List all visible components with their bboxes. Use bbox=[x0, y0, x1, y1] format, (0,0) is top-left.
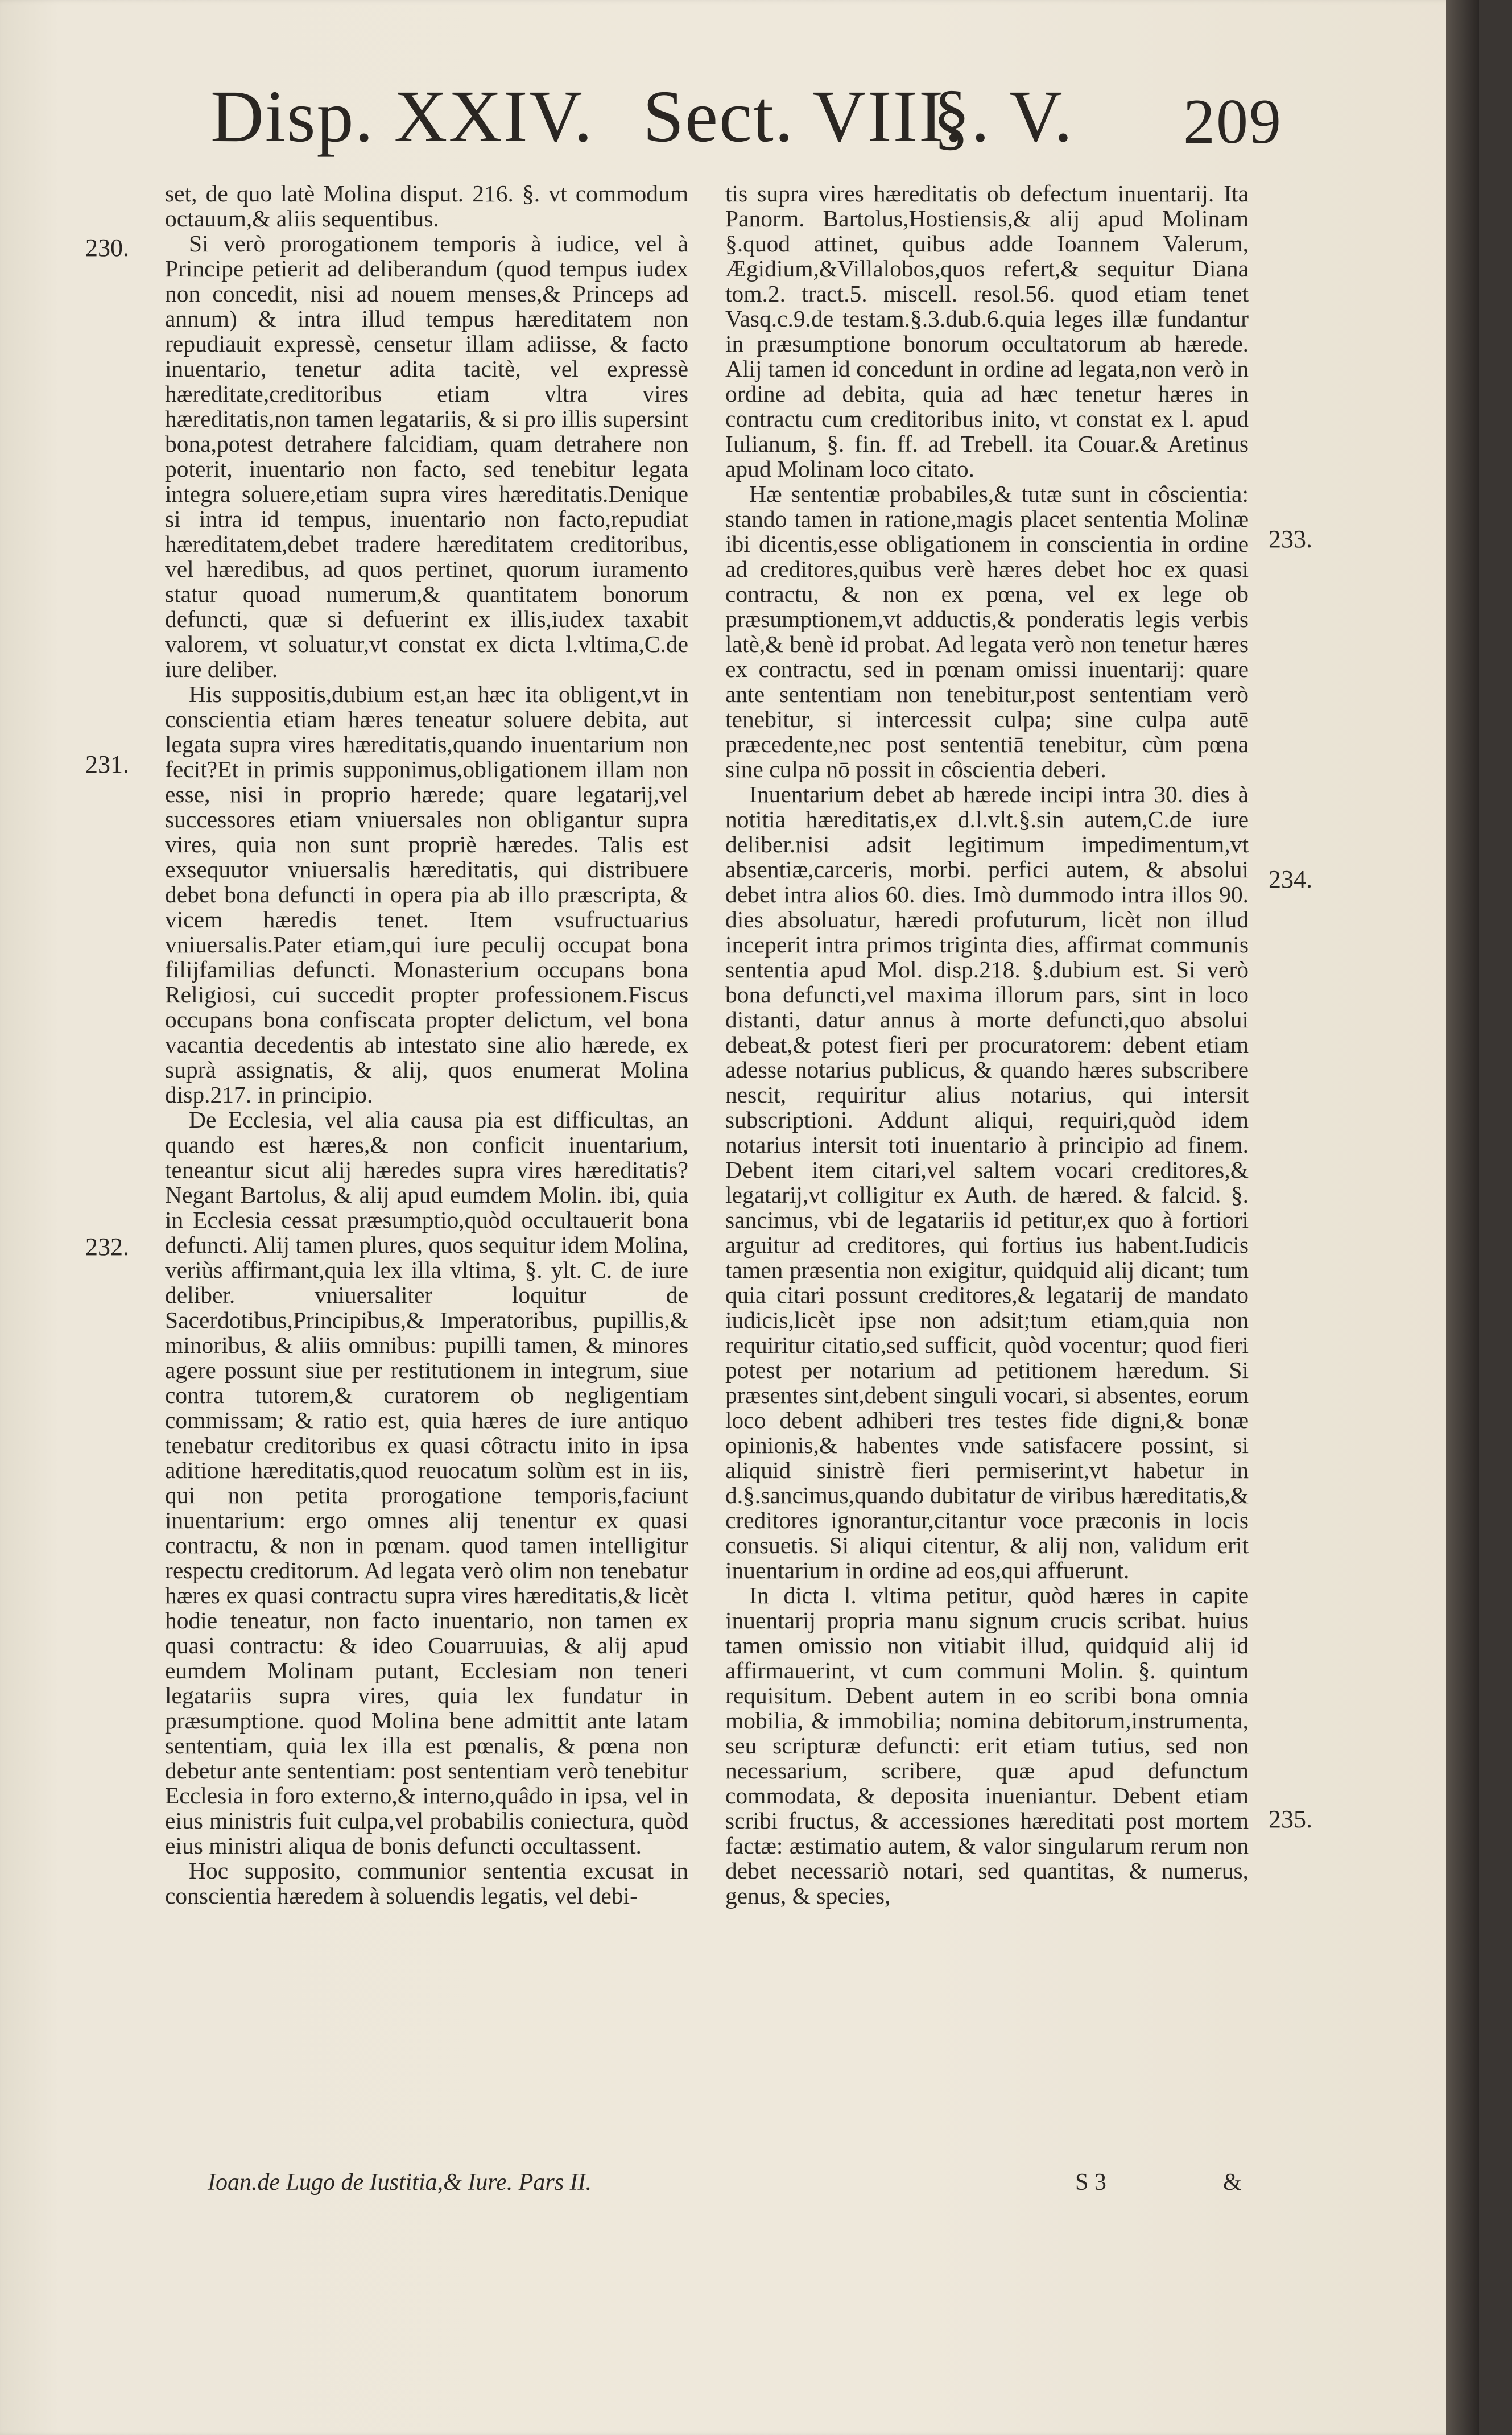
signature-mark: S 3 bbox=[1075, 2169, 1106, 2195]
paragraph: Inuentarium debet ab hærede incipi intra 30. dies à notitia hæreditatis,ex d.l.vlt.§.sin autem,C.de iure deliber.nisi adsit legitimum impedimentum,vt absentiæ,carceris, morbi. perfici autem, & absolui debet intra alios 60. dies. Imò dummodo intra illos 90. dies absoluatur, hæredi profuturum, licèt non illud inceperit intra primos triginta dies, affirmat communis sententia apud Mol. disp.218. §.dubium est. Si verò bona defuncti,vel maxima illorum pars, sint in loco distanti, datur annus à morte defuncti,quo absolui debeat,& potest fieri per procuratorem: debent etiam adesse notarius publicus, & quando hæres subscribere nescit, requiritur alius notarius, qui intersit subscriptioni. Addunt aliqui, requiri,quòd idem notarius intersit toti inuentario à principio ad finem. Debent item citari,vel saltem vocari creditores,& legatarij,vt colligitur ex Auth. de hæred. & falcid. §. sancimus, vbi de legatariis id petitur,ex quo à fortiori arguitur ad creditores, qui fortius ius habent.Iudicis tamen præsentia non exigitur, quidquid alij dicant; tum quia citari possunt creditores,& legatarij de mandato iudicis,licèt ipse non adsit;tum etiam,quia non requiritur citatio,sed sufficit, quòd vocentur; quod fieri potest per notarium ad petitionem hæredum. Si præsentes sint,debent singuli vocari, si absentes, eorum loco debent adhiberi tres testes fide digni,& bonæ opinionis,& habentes vnde satisfacere possint, si aliquid sinistrè fieri permiserint,vt habetur in d.§.sancimus,quando dubitatur de viribus hæreditatis,& creditores ignorantur,citantur voce præconis in locis consuetis. Si aliqui citentur, & alij non, validum erit inuentarium in ordine ad eos,qui affuerunt. bbox=[725, 781, 1249, 1583]
paragraph: De Ecclesia, vel alia causa pia est difficultas, an quando est hæres,& non conficit inuentarium, teneantur sicut alij hæredes supra vires hæreditatis? Negant Bartolus, & alij apud eumdem Molin. ibi, quia in Ecclesia cessat præsumptio,quòd occultauerit bona defuncti. Alij tamen plures, quos sequitur idem Molina, veriùs affirmant,quia lex illa vltima, §. ylt. C. de iure deliber. vniuersaliter loquitur de Sacerdotibus,Principibus,& Imperatoribus, pupillis,& minoribus, & aliis omnibus: pupilli tamen, & minores agere possunt siue per restitutionem in integrum, siue contra tutorem,& curatorem ob negligentiam commissam; & ratio est, quia hæres de iure antiquo tenebatur creditoribus ex quasi côtractu inito in ipsa aditione hæreditatis,quod reuocatum solùm est in iis, qui non petita prorogatione temporis,faciunt inuentarium: ergo omnes alij tenentur ex quasi contractu, & non in pœnam. quod tamen intelligitur respectu creditorum. Ad legata verò olim non tenebatur hæres ex quasi contractu supra vires hæreditatis,& licèt hodie teneatur, non facto inuentario, non tamen ex quasi contractu: & ideo Couarruuias, & alij apud eumdem Molinam putant, Ecclesiam non teneri legatariis supra vires, quia lex fundatur in præsumptione. quod Molina bene admittit ante latam sententiam, quia lex illa est pœnalis, & pœna non debetur ante sententiam: post sententiam verò tenebitur Ecclesia in foro externo,& interno,quâdo in ipsa, vel in eius ministris fuit culpa,vel probabilis coniectura, quòd eius ministri aliqua de bonis defuncti occultassent. bbox=[165, 1107, 688, 1859]
paragraph: In dicta l. vltima petitur, quòd hæres in capite inuentarij propria manu signum crucis scribat. huius tamen omissio non vitiabit illud, quidquid alij id affirmauerint, vt cum communi Molin. §. quintum requisitum. Debent autem in eo scribi bona omnia mobilia, & immobilia; nomina debitorum,instrumenta, seu scripturæ defuncti: erit etiam tutius, sed non necessarium, scribere, quæ apud defunctum commodata, & deposita inueniantur. Debent etiam scribi fructus, & accessiones hæreditati post mortem factæ: æstimatio autem, & valor singularum rerum non debet necessariò notari, sed quantitas, & numerus, genus, & species, bbox=[725, 1582, 1249, 1909]
paragraph: His suppositis,dubium est,an hæc ita obligent,vt in conscientia etiam hæres teneatur soluere debita, aut legata supra vires hæreditatis,quando inuentarium non fecit?Et in primis supponimus,obligationem illam non esse, nisi in proprio hærede; quare legatarij,vel successores etiam vniuersales non obligantur supra vires, quia non sunt propriè hæredes. Talis est exsequutor vniuersalis hæreditatis, qui distribuere debet bona defuncti in opera pia ab illo præscripta, & vicem hæredis tenet. Item vsufructuarius vniuersalis.Pater etiam,qui iure peculij occupat bona filijfamilias defuncti. Monasterium occupans bona Religiosi, cui succedit propter professionem.Fiscus occupans bona confiscata propter delictum, vel bona vacantia decedentis ab intestato sine alio hærede, ex suprà assignatis, & alij, quos enumerat Molina disp.217. in principio. bbox=[165, 681, 688, 1108]
margin-number: 231. bbox=[85, 750, 129, 778]
paragraph: set, de quo latè Molina disput. 216. §. vt commodum octauum,& aliis sequentibus. bbox=[165, 180, 688, 232]
margin-number: 235. bbox=[1269, 1805, 1312, 1833]
page-number: 209 bbox=[1183, 86, 1282, 157]
right-column bbox=[725, 181, 1249, 1908]
margin-number: 233. bbox=[1269, 525, 1312, 553]
header-paragraph: §. V. bbox=[933, 76, 1074, 158]
paragraph: Si verò prorogationem temporis à iudice, vel à Principe petierit ad deliberandum (quod tempus iudex non concedit, nisi ad nouem menses,& Princeps ad annum) & intra illud tempus hæreditatem non repudiauit expressè, censetur illam adiisse, & facto inuentario, tenetur adita tacitè, vel expressè hæreditate,creditoribus etiam vltra vires hæreditatis,non tamen legatariis, & si pro illis supersint bona,potest detrahere falcidiam, quam detrahere non poterit, inuentario non facto, sed tenebitur legata integra soluere,etiam supra vires hæreditatis.Denique si intra id tempus, inuentario non facto,repudiat hæreditatem,debet tradere hæreditatem creditoribus, vel hæredibus, ad quos pertinet, quorum iuramento statur quoad numerum,& quantitatem bonorum defuncti, quæ si defuerint ex illis,iudex taxabit valorem, vt soluatur,vt constat ex dicta l.vltima,C.de iure deliber. bbox=[165, 230, 688, 682]
header-disputation: Disp. XXIV. bbox=[210, 76, 594, 158]
margin-number: 234. bbox=[1269, 865, 1312, 893]
running-footer: Ioan.de Lugo de Iustitia,& Iure. Pars II. bbox=[208, 2169, 592, 2195]
catchword: & bbox=[1223, 2169, 1242, 2195]
margin-number: 230. bbox=[85, 234, 129, 262]
paragraph: Hoc supposito, communior sententia excusat in conscientia hæredem à soluendis legatis, vel debi- bbox=[165, 1858, 688, 1909]
paragraph: Hæ sententiæ probabiles,& tutæ sunt in côscientia: stando tamen in ratione,magis placet sententia Molinæ ibi dicentis,esse obligationem in conscientia in ordine ad creditores,quibus verè hæres debet hoc ex quasi contractu, & non ex pœna, vel ex lege ob præsumptionem,vt adductis,& ponderatis legis verbis latè,& benè id probat. Ad legata verò non tenetur hæres ex contractu, sed in pœnam omissi inuentarij: quare ante sententiam non tenebitur,post sententiam verò tenebitur, si intercessit culpa; sine culpa autē præcedente,nec post sententiā tenebitur, cùm pœna sine culpa nō possit in côscientia deberi. bbox=[725, 481, 1249, 782]
header-section: Sect. VIII. bbox=[643, 76, 964, 158]
page-edge-shadow bbox=[1446, 0, 1479, 2435]
paragraph: tis supra vires hæreditatis ob defectum inuentarij. Ita Panorm. Bartolus,Hostiensis,& alij apud Molinam §.quod attinet, quibus adde Ioannem Valerum, Ægidium,&Villalobos,quos refert,& sequitur Diana tom.2. tract.5. miscell. resol.56. quod etiam tenet Vasq.c.9.de testam.§.3.dub.6.quia leges illæ fundantur in præsumptione bonorum occultatorum ab hærede. Alij tamen id concedunt in ordine ad legata,non verò in ordine ad debita, quia ad hæc tenetur hæres in contractu cum creditoribus inito, vt constat ex l. apud Iulianum, §. fin. ff. ad Trebell. ita Couar.& Aretinus apud Molinam loco citato. bbox=[725, 180, 1249, 482]
left-column bbox=[165, 181, 688, 1908]
margin-number: 232. bbox=[85, 1233, 129, 1261]
